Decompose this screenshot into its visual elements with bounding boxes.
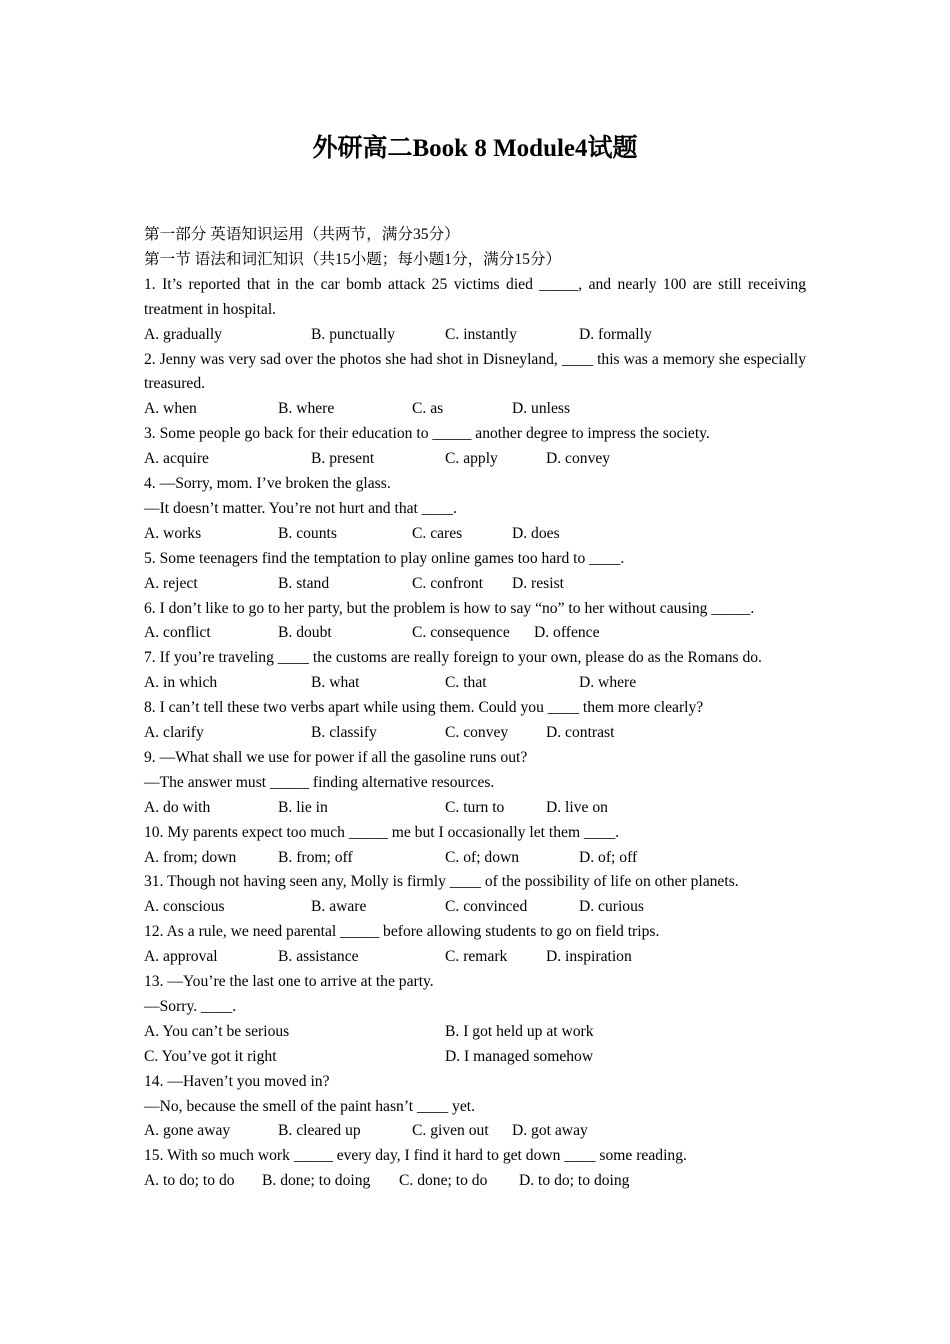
section-heading: 第一节 语法和词汇知识（共15小题；每小题1分，满分15分） xyxy=(144,250,562,268)
answer-option: A. do with xyxy=(144,798,211,816)
answer-option: B. lie in xyxy=(278,798,328,816)
option-row xyxy=(144,721,806,746)
question xyxy=(144,597,806,647)
option-row xyxy=(144,796,806,821)
question xyxy=(144,821,806,871)
question xyxy=(144,1144,806,1194)
question-stem: 2. Jenny was very sad over the photos she had shot in Disneyland, ____ this was a memory she especially treasured. xyxy=(144,350,806,393)
answer-option: D. convey xyxy=(546,450,611,468)
option-row xyxy=(144,621,806,646)
question xyxy=(144,646,806,696)
answer-option: B. aware xyxy=(311,898,367,916)
answer-option: B. classify xyxy=(311,724,377,742)
question-stem: 4. —Sorry, mom. I’ve broken the glass. xyxy=(144,475,391,493)
answer-option: B. cleared up xyxy=(278,1122,361,1140)
option-row xyxy=(144,447,806,472)
answer-option: B. doubt xyxy=(278,624,332,642)
question-stem: 1. It’s reported that in the car bomb attack 25 victims died _____, and nearly 100 are still receiving treatment in hospital. xyxy=(144,275,806,318)
answer-option: D. unless xyxy=(512,400,571,418)
option-row xyxy=(144,572,806,597)
option-row xyxy=(144,1020,806,1045)
question xyxy=(144,920,806,970)
question-stem: 9. —What shall we use for power if all the gasoline runs out? xyxy=(144,748,528,766)
exam-body xyxy=(144,223,806,1194)
page-title: 外研高二Book 8 Module4试题 xyxy=(312,135,638,162)
answer-option: C. apply xyxy=(445,450,498,468)
answer-option: C. remark xyxy=(445,948,508,966)
answer-option: C. done; to do xyxy=(399,1172,488,1190)
answer-option: B. what xyxy=(311,674,360,692)
answer-option: A. reject xyxy=(144,574,198,592)
question-stem: 13. —You’re the last one to arrive at the party. xyxy=(144,973,434,990)
answer-option: D. to do; to doing xyxy=(519,1172,630,1190)
answer-option: C. convey xyxy=(445,724,509,742)
option-row xyxy=(144,397,806,422)
answer-option: D. of; off xyxy=(579,848,638,866)
answer-option: A. gradually xyxy=(144,325,222,343)
question xyxy=(144,746,806,821)
question xyxy=(144,472,806,547)
option-row xyxy=(144,846,806,871)
answer-option: D. I managed somehow xyxy=(445,1047,594,1065)
answer-option: A. approval xyxy=(144,948,218,966)
answer-option: C. instantly xyxy=(445,325,517,343)
option-row xyxy=(144,945,806,970)
answer-option: B. punctually xyxy=(311,325,396,343)
option-row xyxy=(144,1169,806,1194)
dialogue-line: —No, because the smell of the paint hasn’t ____ yet. xyxy=(144,1097,476,1115)
question xyxy=(144,696,806,746)
option-row xyxy=(144,522,806,547)
answer-option: D. formally xyxy=(579,325,652,343)
question-stem: 12. As a rule, we need parental _____ before allowing students to go on field trips. xyxy=(144,923,660,941)
answer-option: A. acquire xyxy=(144,450,209,468)
answer-option: D. curious xyxy=(579,898,644,916)
answer-option: C. given out xyxy=(412,1122,489,1140)
answer-option: B. done; to doing xyxy=(262,1172,371,1190)
question-stem: 8. I can’t tell these two verbs apart while using them. Could you ____ them more clearly? xyxy=(144,699,704,717)
option-row xyxy=(144,1045,806,1070)
answer-option: C. of; down xyxy=(445,848,520,866)
answer-option: A. clarify xyxy=(144,724,204,742)
answer-option: A. to do; to do xyxy=(144,1172,235,1190)
answer-option: C. You’ve got it right xyxy=(144,1047,277,1065)
question-stem: 3. Some people go back for their education to _____ another degree to impress the society. xyxy=(144,425,710,443)
question xyxy=(144,547,806,597)
question-stem: 10. My parents expect too much _____ me but I occasionally let them ____. xyxy=(144,823,620,841)
dialogue-line: —Sorry. ____. xyxy=(144,997,237,1015)
answer-option: A. conflict xyxy=(144,624,211,642)
question xyxy=(144,422,806,472)
option-row xyxy=(144,895,806,920)
question-stem: 7. If you’re traveling ____ the customs are really foreign to your own, please do as the Romans do. xyxy=(144,649,762,667)
part-heading: 第一部分 英语知识运用（共两节，满分35分） xyxy=(144,226,460,243)
option-row xyxy=(144,323,806,348)
question-stem: 31. Though not having seen any, Molly is firmly ____ of the possibility of life on other planets. xyxy=(144,873,739,891)
answer-option: C. that xyxy=(445,674,487,692)
answer-option: D. does xyxy=(512,524,560,542)
question-stem: 14. —Haven’t you moved in? xyxy=(144,1072,330,1090)
dialogue-line: —The answer must _____ finding alternative resources. xyxy=(144,773,495,791)
question-stem: 5. Some teenagers find the temptation to play online games too hard to ____. xyxy=(144,549,625,567)
answer-option: C. confront xyxy=(412,574,484,592)
answer-option: D. offence xyxy=(534,624,600,642)
answer-option: A. from; down xyxy=(144,848,237,866)
question-stem: 15. With so much work _____ every day, I find it hard to get down ____ some reading. xyxy=(144,1147,687,1165)
answer-option: B. where xyxy=(278,400,335,418)
answer-option: C. convinced xyxy=(445,898,528,916)
question xyxy=(144,348,806,423)
answer-option: B. I got held up at work xyxy=(445,1022,594,1040)
answer-option: D. contrast xyxy=(546,724,615,742)
question xyxy=(144,1070,806,1145)
answer-option: B. counts xyxy=(278,524,337,542)
answer-option: B. assistance xyxy=(278,948,359,966)
answer-option: B. from; off xyxy=(278,848,353,866)
answer-option: D. inspiration xyxy=(546,948,632,966)
question xyxy=(144,970,806,1070)
dialogue-line: —It doesn’t matter. You’re not hurt and that ____. xyxy=(144,499,457,517)
answer-option: A. gone away xyxy=(144,1122,231,1140)
answer-option: D. got away xyxy=(512,1122,588,1140)
answer-option: C. cares xyxy=(412,524,463,542)
question xyxy=(144,273,806,348)
answer-option: A. when xyxy=(144,400,197,418)
answer-option: A. You can’t be serious xyxy=(144,1022,290,1040)
answer-option: C. turn to xyxy=(445,798,505,816)
answer-option: D. live on xyxy=(546,798,608,816)
answer-option: A. in which xyxy=(144,674,218,692)
answer-option: B. stand xyxy=(278,574,330,592)
question xyxy=(144,870,806,920)
option-row xyxy=(144,1119,806,1144)
answer-option: D. resist xyxy=(512,574,564,592)
answer-option: D. where xyxy=(579,674,637,692)
question-list xyxy=(144,273,806,1194)
answer-option: C. consequence xyxy=(412,624,510,642)
answer-option: A. works xyxy=(144,524,202,542)
question-stem: 6. I don’t like to go to her party, but the problem is how to say “no” to her without causing _____. xyxy=(144,599,755,617)
answer-option: A. conscious xyxy=(144,898,225,916)
answer-option: B. present xyxy=(311,450,375,468)
answer-option: C. as xyxy=(412,400,444,418)
option-row xyxy=(144,671,806,696)
